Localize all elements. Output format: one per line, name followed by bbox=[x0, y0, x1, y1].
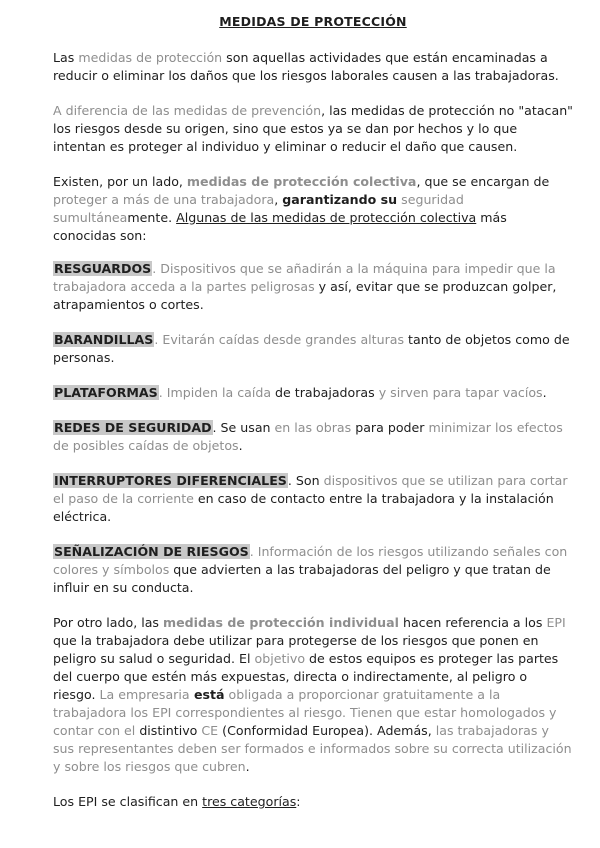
text: Por otro lado, las bbox=[53, 615, 163, 630]
item-label: REDES DE SEGURIDAD bbox=[54, 420, 212, 435]
item-plataformas bbox=[53, 384, 573, 402]
item-senalizacion bbox=[53, 543, 573, 597]
text-highlight: Impiden la caída bbox=[162, 385, 272, 400]
text: . bbox=[152, 261, 157, 276]
text-highlight: Dispositivos que se añadirán a la máquina para impedir que la trabajadora acceda a la partes peligrosas bbox=[53, 261, 556, 294]
text: son aquellas actividades que están encaminadas a reducir o eliminar los daños que los riesgos laborales causen a las trabajadoras. bbox=[53, 50, 559, 83]
text: : bbox=[296, 794, 301, 809]
text: mente. bbox=[127, 210, 177, 225]
text: de trabajadoras bbox=[271, 385, 375, 400]
text: Las bbox=[53, 50, 79, 65]
text-bold: garantizando su bbox=[282, 192, 398, 207]
text-highlight: CE bbox=[201, 723, 219, 738]
text: para poder bbox=[351, 420, 425, 435]
text-highlight: La empresaria bbox=[99, 687, 190, 702]
text-highlight: objetivo bbox=[254, 651, 306, 666]
text: hacen referencia a los bbox=[398, 615, 547, 630]
paragraph-categories bbox=[53, 793, 573, 811]
item-resguardos bbox=[53, 260, 573, 314]
item-label: SEÑALIZACIÓN DE RIESGOS bbox=[54, 544, 249, 559]
text-highlight: y sirven para tapar vacíos bbox=[374, 385, 543, 400]
text: Existen, por un lado, bbox=[53, 174, 187, 189]
paragraph-definition bbox=[53, 49, 573, 85]
text: . bbox=[245, 759, 250, 774]
text-highlight: medidas de protección individual bbox=[163, 615, 399, 630]
text: . bbox=[249, 544, 254, 559]
text: distintivo bbox=[135, 723, 202, 738]
text-highlight: seguridad sumultánea bbox=[53, 192, 464, 225]
item-label: BARANDILLAS bbox=[54, 332, 154, 347]
item-interruptores bbox=[53, 472, 573, 526]
text: en caso de contacto entre la trabajadora y la instalación eléctrica. bbox=[53, 491, 554, 524]
text: . Se usan bbox=[212, 420, 271, 435]
item-barandillas bbox=[53, 331, 573, 367]
paragraph-collective bbox=[53, 173, 573, 245]
text-underlined: tres categorías bbox=[202, 794, 297, 809]
text-highlight: EPI bbox=[546, 615, 566, 630]
text: . bbox=[154, 332, 159, 347]
text: . bbox=[238, 438, 243, 453]
text-highlight: en las obras bbox=[270, 420, 352, 435]
text-highlight: proteger a más de una trabajadora bbox=[53, 192, 275, 207]
text-underlined: Algunas de las medidas de protección colectiva bbox=[176, 210, 477, 225]
text: y así, evitar que se produzcan golper, atrapamientos o cortes. bbox=[53, 279, 557, 312]
paragraph-difference bbox=[53, 102, 573, 156]
text-highlight: medidas de protección colectiva bbox=[186, 174, 417, 189]
text-highlight: obligada a proporcionar gratuitamente a la trabajadora los EPI correspondientes al riesgo. Tienen que estar homologados y contar con el bbox=[53, 687, 557, 738]
text: que la trabajadora debe utilizar para protegerse de los riesgos que ponen en peligro su salud o seguridad. El bbox=[53, 633, 539, 666]
text-highlight: minimizar los efectos de posibles caídas de objetos bbox=[53, 420, 563, 453]
text-highlight: dispositivos que se utilizan para cortar el paso de la corriente bbox=[53, 473, 568, 506]
text: . Son bbox=[287, 473, 320, 488]
text: . bbox=[542, 385, 547, 400]
text: Los EPI se clasifican en bbox=[53, 794, 203, 809]
text-highlight: medidas de protección bbox=[78, 50, 223, 65]
item-label: INTERRUPTORES DIFERENCIALES bbox=[54, 473, 287, 488]
text: , que se encargan de bbox=[416, 174, 550, 189]
item-label: RESGUARDOS bbox=[54, 261, 152, 276]
text: tanto de objetos como de personas. bbox=[53, 332, 570, 365]
text-highlight: Información de los riesgos utilizando señales con colores y símbolos bbox=[53, 544, 568, 577]
text: más conocidas son: bbox=[53, 210, 507, 243]
text-highlight: las trabajadoras y sus representantes deben ser formados e informados sobre su correcta utilización y sobre los riesgos que cubren bbox=[53, 723, 572, 774]
document-page bbox=[53, 14, 573, 828]
paragraph-individual bbox=[53, 614, 573, 776]
item-label: PLATAFORMAS bbox=[54, 385, 158, 400]
page-title: MEDIDAS DE PROTECCIÓN bbox=[219, 14, 407, 29]
text: que advierten a las trabajadoras del peligro y que tratan de influir en su conducta. bbox=[53, 562, 551, 595]
text: , las medidas de protección no "atacan" los riesgos desde su origen, sino que estos ya se dan por hechos y lo que intentan es proteger al individuo y eliminar o reducir el daño que causen. bbox=[53, 103, 573, 154]
item-redes-seguridad bbox=[53, 419, 573, 455]
text: , bbox=[274, 192, 283, 207]
text-highlight: Evitarán caídas desde grandes alturas bbox=[158, 332, 405, 347]
text: de estos equipos es proteger las partes del cuerpo que estén más expuestas, directa o indirectamente, al peligro o riesgo. bbox=[53, 651, 559, 702]
text-highlight: A diferencia de las medidas de prevención bbox=[53, 103, 322, 118]
text: . bbox=[158, 385, 163, 400]
text-bold: está bbox=[189, 687, 225, 702]
text: (Conformidad Europea). Además, bbox=[218, 723, 436, 738]
